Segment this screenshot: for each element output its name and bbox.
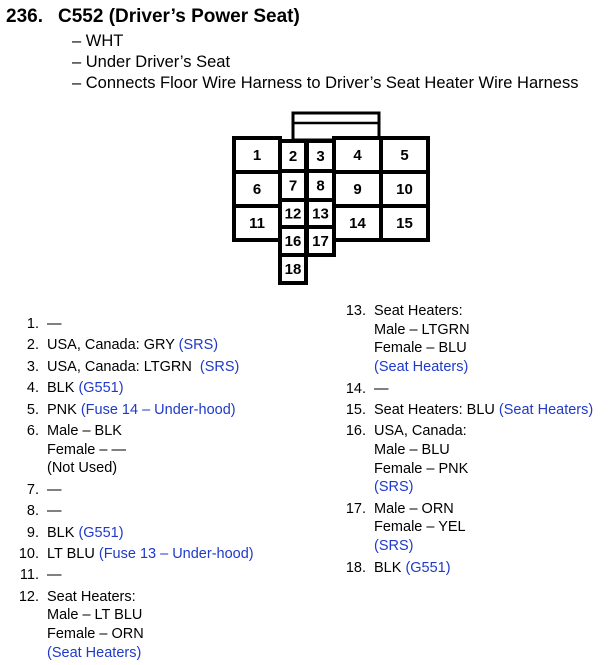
- pin-description: [366, 422, 468, 497]
- description-line: [374, 422, 468, 441]
- description-line: [47, 502, 62, 521]
- circuit-reference-link[interactable]: (SRS): [199, 358, 240, 375]
- pin-index: 3.: [26, 358, 39, 375]
- pin-index: 5.: [26, 401, 39, 418]
- pin-description: [39, 524, 124, 543]
- pin-number-8: 8: [316, 177, 325, 195]
- pin-number-18: 18: [284, 261, 302, 278]
- pin-number-9: 9: [353, 181, 362, 198]
- pin-description: [39, 566, 62, 585]
- description-line: [47, 336, 218, 355]
- connector-face-diagram: [0, 0, 615, 300]
- pin-number-5: 5: [400, 147, 409, 164]
- pin-number-16: 16: [284, 233, 302, 250]
- description-line: [47, 644, 144, 663]
- pin-index: 6.: [26, 422, 39, 439]
- pin-index: 18.: [345, 559, 366, 576]
- description-line: [47, 459, 126, 478]
- description-line: [47, 566, 62, 585]
- pin-description: [366, 500, 466, 556]
- pin-description: [366, 401, 593, 420]
- description-line: [47, 588, 144, 607]
- description-line: [47, 524, 124, 543]
- description-line: [374, 401, 593, 420]
- wire-info-text: —: [374, 380, 389, 397]
- pin-index: 12.: [18, 588, 39, 605]
- pinout-list-right: [336, 302, 611, 580]
- connector-latch: [293, 113, 379, 140]
- pinout-item: [9, 379, 309, 398]
- pin-description: [366, 302, 470, 377]
- pin-description: [39, 588, 144, 663]
- description-line: [374, 518, 466, 537]
- pin-number-13: 13: [312, 205, 329, 223]
- circuit-reference-link[interactable]: (G551): [405, 559, 451, 576]
- description-line: [374, 339, 470, 358]
- pinout-item: [9, 502, 309, 521]
- pinout-item: [9, 401, 309, 420]
- pinout-item: [9, 336, 309, 355]
- pin-index: 7.: [26, 481, 39, 498]
- connector-title: C552 (Driver’s Power Seat): [58, 6, 300, 27]
- pin-index: 1.: [26, 316, 39, 332]
- description-line: [374, 441, 468, 460]
- pin-description: [39, 379, 124, 398]
- wire-info-text: Male – ORN: [374, 500, 454, 517]
- pin-number-7: 7: [288, 177, 298, 195]
- pin-number-10: 10: [396, 181, 413, 198]
- wire-info-text: Male – LTGRN: [374, 321, 470, 338]
- wire-info-text: Seat Heaters: BLU: [374, 401, 499, 418]
- pin-index: 9.: [26, 524, 39, 541]
- pin-index: 14.: [345, 380, 366, 397]
- wire-info-text: BLK: [47, 380, 79, 397]
- pin-description: [39, 481, 62, 500]
- wire-info-text: Female – ORN: [47, 626, 144, 643]
- pinout-item: [336, 380, 611, 399]
- circuit-reference-link[interactable]: (SRS): [374, 479, 414, 496]
- pinout-item: [336, 401, 611, 420]
- pinout-item: [9, 422, 309, 478]
- pin-description: [366, 559, 451, 578]
- wire-info-text: Male – BLU: [374, 441, 450, 458]
- description-line: [47, 422, 126, 441]
- wire-info-text: Female – —: [47, 441, 126, 458]
- description-line: [374, 460, 468, 479]
- wire-info-text: Seat Heaters:: [374, 303, 463, 319]
- pin-index: 8.: [26, 503, 39, 520]
- wire-info-text: Male – LT BLU: [47, 607, 143, 624]
- description-line: [374, 302, 470, 321]
- pin-index: 10.: [18, 545, 39, 562]
- wire-info-text: Female – PNK: [374, 460, 469, 477]
- pinout-item: [9, 588, 309, 663]
- pin-number-6: 6: [252, 181, 262, 198]
- circuit-reference-link[interactable]: (Seat Heaters): [47, 644, 142, 661]
- pinout-item: [336, 302, 611, 377]
- pinout-item: [336, 422, 611, 497]
- circuit-reference-link[interactable]: (Seat Heaters): [498, 401, 594, 418]
- wire-info-text: PNK: [47, 401, 81, 418]
- wire-info-text: BLK: [374, 559, 406, 576]
- description-line: [47, 441, 126, 460]
- wire-info-text: Seat Heaters:: [47, 588, 136, 605]
- circuit-reference-link[interactable]: (G551): [78, 380, 124, 397]
- pinout-item: [9, 524, 309, 543]
- wire-info-text: —: [47, 503, 62, 520]
- pin-description: [366, 380, 389, 399]
- detail-connects: – Connects Floor Wire Harness to Driver’s Seat Heater Wire Harness: [72, 74, 579, 92]
- circuit-reference-link[interactable]: (Fuse 13 – Under-hood): [98, 545, 254, 562]
- pin-number-3: 3: [316, 148, 325, 165]
- pin-number-11: 11: [249, 215, 265, 232]
- circuit-reference-link[interactable]: (SRS): [178, 337, 219, 354]
- pin-number-14: 14: [349, 215, 366, 232]
- pin-index: 15.: [345, 401, 366, 418]
- pin-description: [39, 358, 239, 377]
- description-line: [374, 537, 466, 556]
- pinout-item: [336, 500, 611, 556]
- pin-description: [39, 545, 254, 564]
- pin-description: [39, 336, 218, 355]
- description-line: [374, 500, 466, 519]
- description-line: [47, 625, 144, 644]
- description-line: [47, 481, 62, 500]
- circuit-reference-link[interactable]: (Seat Heaters): [374, 359, 469, 376]
- description-line: [47, 379, 124, 398]
- pin-number-1: 1: [252, 147, 262, 164]
- pinout-item: [9, 545, 309, 564]
- wire-info-text: USA, Canada: LTGRN: [47, 358, 200, 375]
- description-line: [374, 358, 470, 377]
- connector-index: 236.: [6, 6, 43, 27]
- wire-info-text: USA, Canada:: [374, 423, 467, 440]
- pin-number-4: 4: [353, 147, 362, 164]
- pin-description: [39, 422, 126, 478]
- wire-info-text: (Not Used): [47, 460, 118, 477]
- circuit-reference-link[interactable]: (SRS): [374, 538, 414, 555]
- wire-info-text: USA, Canada: GRY: [47, 337, 179, 354]
- description-line: [47, 606, 144, 625]
- description-line: [47, 545, 254, 564]
- pin-index: 2.: [26, 337, 39, 354]
- description-line: [374, 559, 451, 578]
- description-line: [47, 358, 239, 377]
- wire-info-text: Male – BLK: [47, 422, 122, 439]
- wire-info-text: —: [47, 567, 62, 584]
- pin-index: 16.: [345, 423, 366, 440]
- circuit-reference-link[interactable]: (G551): [78, 524, 124, 541]
- wire-info-text: —: [47, 316, 62, 332]
- description-line: [374, 321, 470, 340]
- wire-info-text: —: [47, 481, 62, 498]
- pinout-item: [9, 358, 309, 377]
- pin-number-2: 2: [288, 148, 298, 165]
- pin-description: [39, 401, 236, 420]
- wire-info-text: Female – BLU: [374, 340, 467, 357]
- description-line: [47, 401, 236, 420]
- pin-number-15: 15: [396, 215, 413, 232]
- pin-index: 13.: [345, 303, 366, 319]
- pin-index: 4.: [26, 380, 39, 397]
- detail-location: – Under Driver’s Seat: [72, 53, 231, 71]
- pinout-list-left: [9, 315, 309, 665]
- wire-info-text: Female – YEL: [374, 519, 466, 536]
- pin-index: 11.: [19, 567, 39, 584]
- pin-description: [39, 502, 62, 521]
- pin-number-17: 17: [312, 233, 329, 250]
- pin-description: [39, 315, 62, 334]
- pin-number-12: 12: [284, 205, 302, 223]
- wire-info-text: LT BLU: [47, 545, 99, 562]
- pinout-item: [9, 315, 309, 334]
- pinout-item: [336, 559, 611, 578]
- pin-index: 17.: [345, 500, 366, 517]
- detail-color: – WHT: [72, 32, 124, 50]
- circuit-reference-link[interactable]: (Fuse 14 – Under-hood): [80, 401, 236, 418]
- wire-info-text: BLK: [47, 524, 79, 541]
- pinout-item: [9, 566, 309, 585]
- description-line: [374, 380, 389, 399]
- description-line: [47, 315, 62, 334]
- pinout-item: [9, 481, 309, 500]
- description-line: [374, 478, 468, 497]
